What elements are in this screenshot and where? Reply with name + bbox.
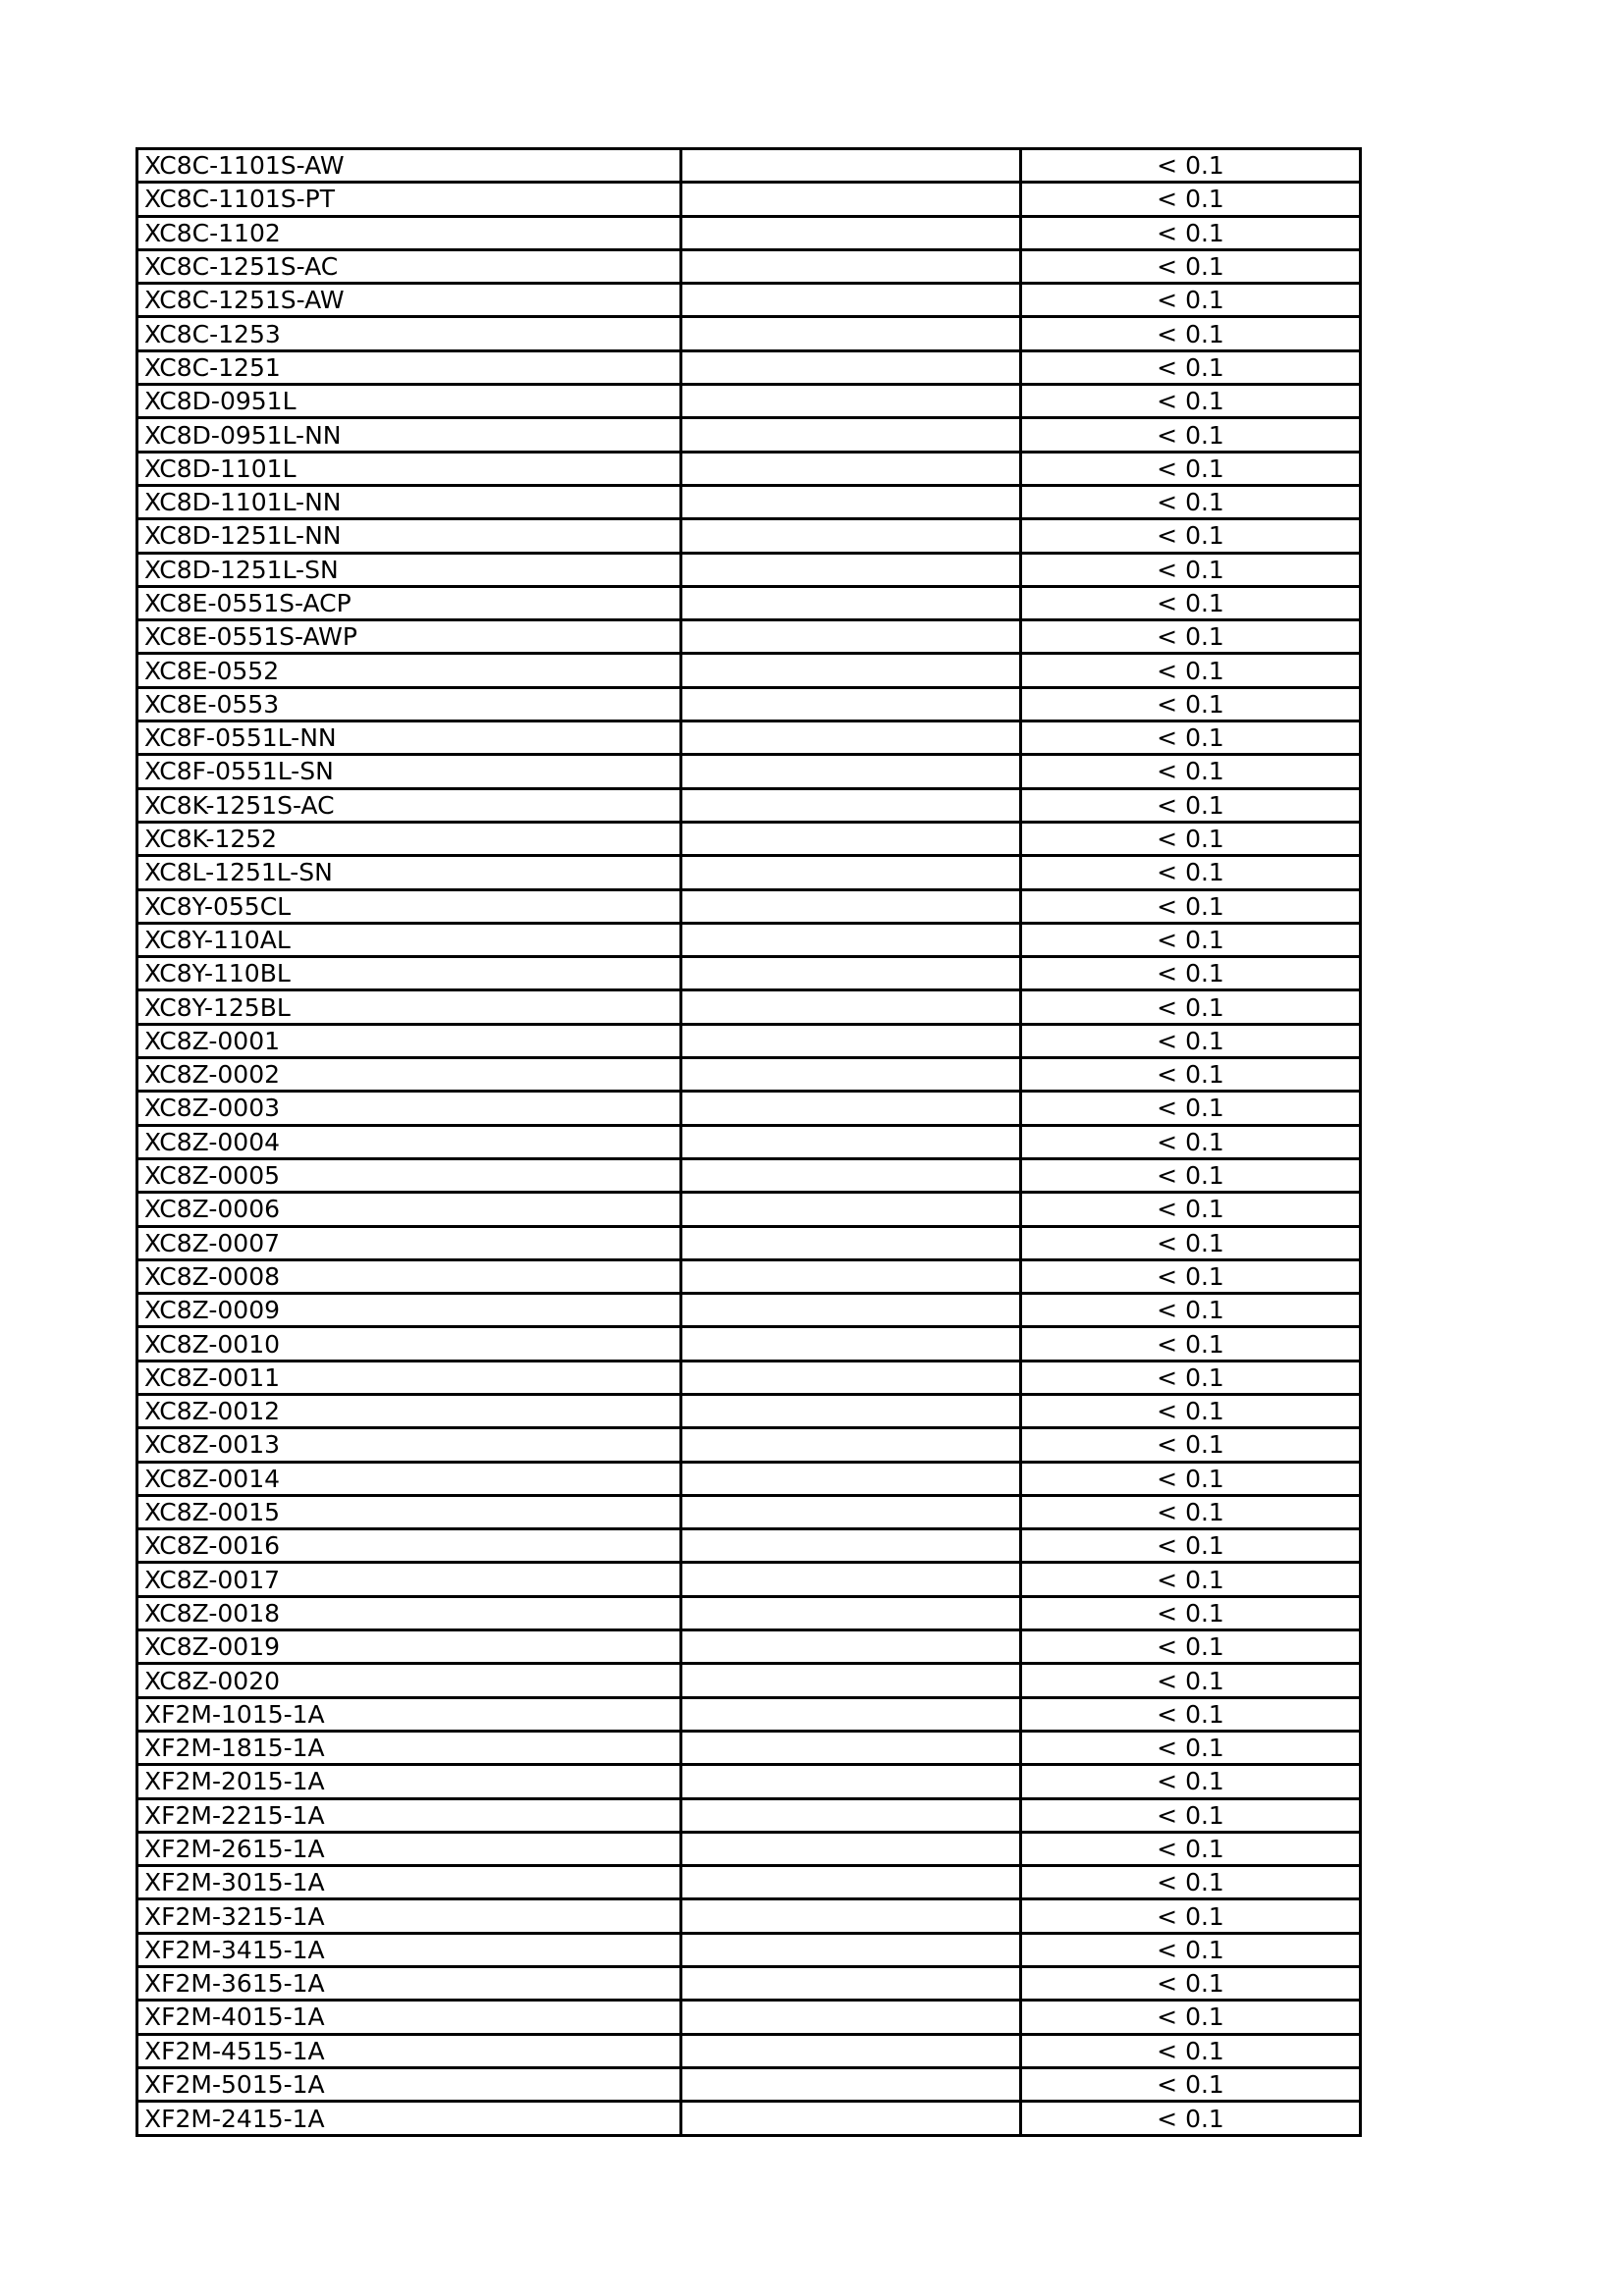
table-row	[137, 957, 1361, 990]
part-number-cell: XC8C-1102	[137, 216, 681, 249]
empty-cell	[681, 586, 1021, 619]
value-cell: < 0.1	[1021, 1327, 1361, 1361]
part-number-cell: XC8D-1101L-NN	[137, 485, 681, 518]
empty-cell	[681, 1394, 1021, 1427]
part-number-cell: XC8Y-055CL	[137, 889, 681, 923]
empty-cell	[681, 990, 1021, 1024]
part-number-cell: XC8Z-0014	[137, 1462, 681, 1495]
value-cell: < 0.1	[1021, 1495, 1361, 1528]
value-cell: < 0.1	[1021, 1462, 1361, 1495]
table-row	[137, 1529, 1361, 1563]
empty-cell	[681, 385, 1021, 418]
empty-cell	[681, 856, 1021, 889]
empty-cell	[681, 1327, 1021, 1361]
value-cell: < 0.1	[1021, 1630, 1361, 1664]
table-row	[137, 620, 1361, 654]
empty-cell	[681, 788, 1021, 822]
table-row	[137, 1092, 1361, 1125]
value-cell: < 0.1	[1021, 1394, 1361, 1427]
part-number-cell: XF2M-3015-1A	[137, 1866, 681, 1899]
empty-cell	[681, 452, 1021, 485]
value-cell: < 0.1	[1021, 856, 1361, 889]
table-row	[137, 1462, 1361, 1495]
part-number-cell: XF2M-1815-1A	[137, 1731, 681, 1764]
part-number-cell: XF2M-3615-1A	[137, 1967, 681, 2001]
value-cell: < 0.1	[1021, 1798, 1361, 1832]
value-cell: < 0.1	[1021, 1361, 1361, 1394]
empty-cell	[681, 620, 1021, 654]
table-row	[137, 822, 1361, 855]
part-number-cell: XC8Z-0018	[137, 1596, 681, 1629]
part-number-cell: XF2M-2215-1A	[137, 1798, 681, 1832]
value-cell: < 0.1	[1021, 2067, 1361, 2101]
value-cell: < 0.1	[1021, 788, 1361, 822]
table-row	[137, 788, 1361, 822]
table-row	[137, 1832, 1361, 1865]
table-row	[137, 553, 1361, 586]
empty-cell	[681, 2001, 1021, 2034]
part-number-cell: XC8Z-0010	[137, 1327, 681, 1361]
value-cell: < 0.1	[1021, 1092, 1361, 1125]
part-number-cell: XC8D-0951L-NN	[137, 418, 681, 452]
table-row	[137, 1967, 1361, 2001]
value-cell: < 0.1	[1021, 1226, 1361, 1259]
empty-cell	[681, 183, 1021, 216]
part-number-cell: XC8Y-110AL	[137, 923, 681, 956]
value-cell: < 0.1	[1021, 249, 1361, 283]
part-number-cell: XC8Z-0001	[137, 1024, 681, 1057]
empty-cell	[681, 1899, 1021, 1933]
value-cell: < 0.1	[1021, 317, 1361, 350]
value-cell: < 0.1	[1021, 284, 1361, 317]
part-number-cell: XC8C-1101S-PT	[137, 183, 681, 216]
empty-cell	[681, 1798, 1021, 1832]
value-cell: < 0.1	[1021, 216, 1361, 249]
table-row	[137, 586, 1361, 619]
part-number-cell: XC8C-1251S-AC	[137, 249, 681, 283]
table-row	[137, 755, 1361, 788]
empty-cell	[681, 519, 1021, 553]
part-number-cell: XC8Z-0019	[137, 1630, 681, 1664]
table-row	[137, 1933, 1361, 1966]
empty-cell	[681, 654, 1021, 687]
empty-cell	[681, 1731, 1021, 1764]
value-cell: < 0.1	[1021, 452, 1361, 485]
part-number-cell: XC8Z-0015	[137, 1495, 681, 1528]
empty-cell	[681, 2034, 1021, 2067]
value-cell: < 0.1	[1021, 519, 1361, 553]
table-row	[137, 1024, 1361, 1057]
part-number-cell: XC8Z-0004	[137, 1125, 681, 1158]
part-number-cell: XC8D-0951L	[137, 385, 681, 418]
table-row	[137, 1226, 1361, 1259]
empty-cell	[681, 755, 1021, 788]
empty-cell	[681, 418, 1021, 452]
empty-cell	[681, 149, 1021, 183]
part-number-cell: XF2M-2615-1A	[137, 1832, 681, 1865]
part-number-cell: XC8L-1251L-SN	[137, 856, 681, 889]
table-row	[137, 1327, 1361, 1361]
empty-cell	[681, 923, 1021, 956]
empty-cell	[681, 889, 1021, 923]
table-row	[137, 350, 1361, 384]
empty-cell	[681, 2102, 1021, 2136]
part-number-cell: XC8Z-0020	[137, 1664, 681, 1697]
value-cell: < 0.1	[1021, 620, 1361, 654]
empty-cell	[681, 1630, 1021, 1664]
value-cell: < 0.1	[1021, 1529, 1361, 1563]
empty-cell	[681, 1697, 1021, 1731]
part-number-cell: XC8Z-0009	[137, 1294, 681, 1327]
part-number-cell: XC8Z-0005	[137, 1158, 681, 1192]
part-number-cell: XC8K-1252	[137, 822, 681, 855]
table-row	[137, 452, 1361, 485]
table-row	[137, 183, 1361, 216]
table-row	[137, 1193, 1361, 1226]
empty-cell	[681, 1933, 1021, 1966]
value-cell: < 0.1	[1021, 957, 1361, 990]
table-row	[137, 149, 1361, 183]
empty-cell	[681, 1259, 1021, 1293]
value-cell: < 0.1	[1021, 553, 1361, 586]
value-cell: < 0.1	[1021, 1697, 1361, 1731]
part-number-cell: XC8D-1251L-NN	[137, 519, 681, 553]
empty-cell	[681, 553, 1021, 586]
value-cell: < 0.1	[1021, 889, 1361, 923]
value-cell: < 0.1	[1021, 1899, 1361, 1933]
part-number-cell: XC8Y-125BL	[137, 990, 681, 1024]
empty-cell	[681, 1596, 1021, 1629]
value-cell: < 0.1	[1021, 2001, 1361, 2034]
table-row	[137, 2067, 1361, 2101]
table-row	[137, 2001, 1361, 2034]
empty-cell	[681, 957, 1021, 990]
value-cell: < 0.1	[1021, 385, 1361, 418]
empty-cell	[681, 822, 1021, 855]
value-cell: < 0.1	[1021, 485, 1361, 518]
part-number-cell: XF2M-2415-1A	[137, 2102, 681, 2136]
empty-cell	[681, 1428, 1021, 1462]
value-cell: < 0.1	[1021, 1158, 1361, 1192]
value-cell: < 0.1	[1021, 923, 1361, 956]
part-number-cell: XF2M-4515-1A	[137, 2034, 681, 2067]
value-cell: < 0.1	[1021, 183, 1361, 216]
empty-cell	[681, 485, 1021, 518]
part-number-cell: XC8D-1101L	[137, 452, 681, 485]
part-number-cell: XC8Y-110BL	[137, 957, 681, 990]
empty-cell	[681, 350, 1021, 384]
value-cell: < 0.1	[1021, 1664, 1361, 1697]
part-number-cell: XC8C-1101S-AW	[137, 149, 681, 183]
value-cell: < 0.1	[1021, 1193, 1361, 1226]
empty-cell	[681, 1866, 1021, 1899]
table-row	[137, 284, 1361, 317]
value-cell: < 0.1	[1021, 1596, 1361, 1629]
part-number-cell: XC8Z-0002	[137, 1058, 681, 1092]
empty-cell	[681, 216, 1021, 249]
value-cell: < 0.1	[1021, 1765, 1361, 1798]
empty-cell	[681, 1361, 1021, 1394]
empty-cell	[681, 1294, 1021, 1327]
part-number-cell: XC8E-0552	[137, 654, 681, 687]
part-number-cell: XC8Z-0007	[137, 1226, 681, 1259]
parts-table-body	[137, 149, 1361, 2136]
part-number-cell: XC8D-1251L-SN	[137, 553, 681, 586]
table-row	[137, 1731, 1361, 1764]
value-cell: < 0.1	[1021, 721, 1361, 755]
empty-cell	[681, 1462, 1021, 1495]
table-row	[137, 216, 1361, 249]
empty-cell	[681, 687, 1021, 721]
empty-cell	[681, 1765, 1021, 1798]
value-cell: < 0.1	[1021, 1428, 1361, 1462]
part-number-cell: XC8E-0551S-AWP	[137, 620, 681, 654]
table-row	[137, 1630, 1361, 1664]
part-number-cell: XC8Z-0008	[137, 1259, 681, 1293]
value-cell: < 0.1	[1021, 1294, 1361, 1327]
empty-cell	[681, 317, 1021, 350]
part-number-cell: XC8F-0551L-SN	[137, 755, 681, 788]
part-number-cell: XC8F-0551L-NN	[137, 721, 681, 755]
part-number-cell: XC8C-1251	[137, 350, 681, 384]
part-number-cell: XC8C-1253	[137, 317, 681, 350]
value-cell: < 0.1	[1021, 1058, 1361, 1092]
table-row	[137, 923, 1361, 956]
table-row	[137, 1866, 1361, 1899]
empty-cell	[681, 1226, 1021, 1259]
table-row	[137, 1798, 1361, 1832]
table-row	[137, 687, 1361, 721]
empty-cell	[681, 1092, 1021, 1125]
value-cell: < 0.1	[1021, 1832, 1361, 1865]
table-row	[137, 1596, 1361, 1629]
empty-cell	[681, 1125, 1021, 1158]
part-number-cell: XC8E-0553	[137, 687, 681, 721]
part-number-cell: XC8C-1251S-AW	[137, 284, 681, 317]
table-row	[137, 2102, 1361, 2136]
value-cell: < 0.1	[1021, 1731, 1361, 1764]
part-number-cell: XC8K-1251S-AC	[137, 788, 681, 822]
empty-cell	[681, 249, 1021, 283]
value-cell: < 0.1	[1021, 1866, 1361, 1899]
empty-cell	[681, 1563, 1021, 1596]
value-cell: < 0.1	[1021, 1933, 1361, 1966]
empty-cell	[681, 1832, 1021, 1865]
table-row	[137, 249, 1361, 283]
table-row	[137, 418, 1361, 452]
value-cell: < 0.1	[1021, 755, 1361, 788]
empty-cell	[681, 2067, 1021, 2101]
table-row	[137, 1294, 1361, 1327]
value-cell: < 0.1	[1021, 149, 1361, 183]
part-number-cell: XF2M-2015-1A	[137, 1765, 681, 1798]
table-row	[137, 1058, 1361, 1092]
part-number-cell: XC8Z-0017	[137, 1563, 681, 1596]
value-cell: < 0.1	[1021, 990, 1361, 1024]
part-number-cell: XC8Z-0016	[137, 1529, 681, 1563]
value-cell: < 0.1	[1021, 1967, 1361, 2001]
table-row	[137, 519, 1361, 553]
table-row	[137, 990, 1361, 1024]
empty-cell	[681, 1158, 1021, 1192]
part-number-cell: XF2M-3415-1A	[137, 1933, 681, 1966]
table-row	[137, 385, 1361, 418]
value-cell: < 0.1	[1021, 822, 1361, 855]
empty-cell	[681, 1529, 1021, 1563]
table-row	[137, 1765, 1361, 1798]
empty-cell	[681, 721, 1021, 755]
value-cell: < 0.1	[1021, 418, 1361, 452]
table-row	[137, 889, 1361, 923]
table-row	[137, 2034, 1361, 2067]
part-number-cell: XF2M-1015-1A	[137, 1697, 681, 1731]
value-cell: < 0.1	[1021, 2102, 1361, 2136]
value-cell: < 0.1	[1021, 350, 1361, 384]
table-row	[137, 1899, 1361, 1933]
table-row	[137, 317, 1361, 350]
table-row	[137, 1394, 1361, 1427]
table-row	[137, 1361, 1361, 1394]
part-number-cell: XC8E-0551S-ACP	[137, 586, 681, 619]
table-row	[137, 1495, 1361, 1528]
value-cell: < 0.1	[1021, 1563, 1361, 1596]
value-cell: < 0.1	[1021, 2034, 1361, 2067]
value-cell: < 0.1	[1021, 687, 1361, 721]
part-number-cell: XC8Z-0013	[137, 1428, 681, 1462]
table-row	[137, 485, 1361, 518]
table-row	[137, 1664, 1361, 1697]
empty-cell	[681, 1024, 1021, 1057]
part-number-cell: XC8Z-0012	[137, 1394, 681, 1427]
table-row	[137, 856, 1361, 889]
table-row	[137, 1697, 1361, 1731]
empty-cell	[681, 1058, 1021, 1092]
table-row	[137, 1428, 1361, 1462]
value-cell: < 0.1	[1021, 1259, 1361, 1293]
part-number-cell: XF2M-5015-1A	[137, 2067, 681, 2101]
value-cell: < 0.1	[1021, 1024, 1361, 1057]
table-row	[137, 721, 1361, 755]
part-number-cell: XC8Z-0003	[137, 1092, 681, 1125]
empty-cell	[681, 1664, 1021, 1697]
part-number-cell: XC8Z-0011	[137, 1361, 681, 1394]
table-row	[137, 1125, 1361, 1158]
empty-cell	[681, 1193, 1021, 1226]
empty-cell	[681, 284, 1021, 317]
empty-cell	[681, 1967, 1021, 2001]
parts-table	[135, 147, 1362, 2137]
table-row	[137, 1158, 1361, 1192]
value-cell: < 0.1	[1021, 586, 1361, 619]
table-row	[137, 654, 1361, 687]
value-cell: < 0.1	[1021, 1125, 1361, 1158]
part-number-cell: XC8Z-0006	[137, 1193, 681, 1226]
part-number-cell: XF2M-4015-1A	[137, 2001, 681, 2034]
empty-cell	[681, 1495, 1021, 1528]
table-row	[137, 1563, 1361, 1596]
part-number-cell: XF2M-3215-1A	[137, 1899, 681, 1933]
value-cell: < 0.1	[1021, 654, 1361, 687]
table-row	[137, 1259, 1361, 1293]
